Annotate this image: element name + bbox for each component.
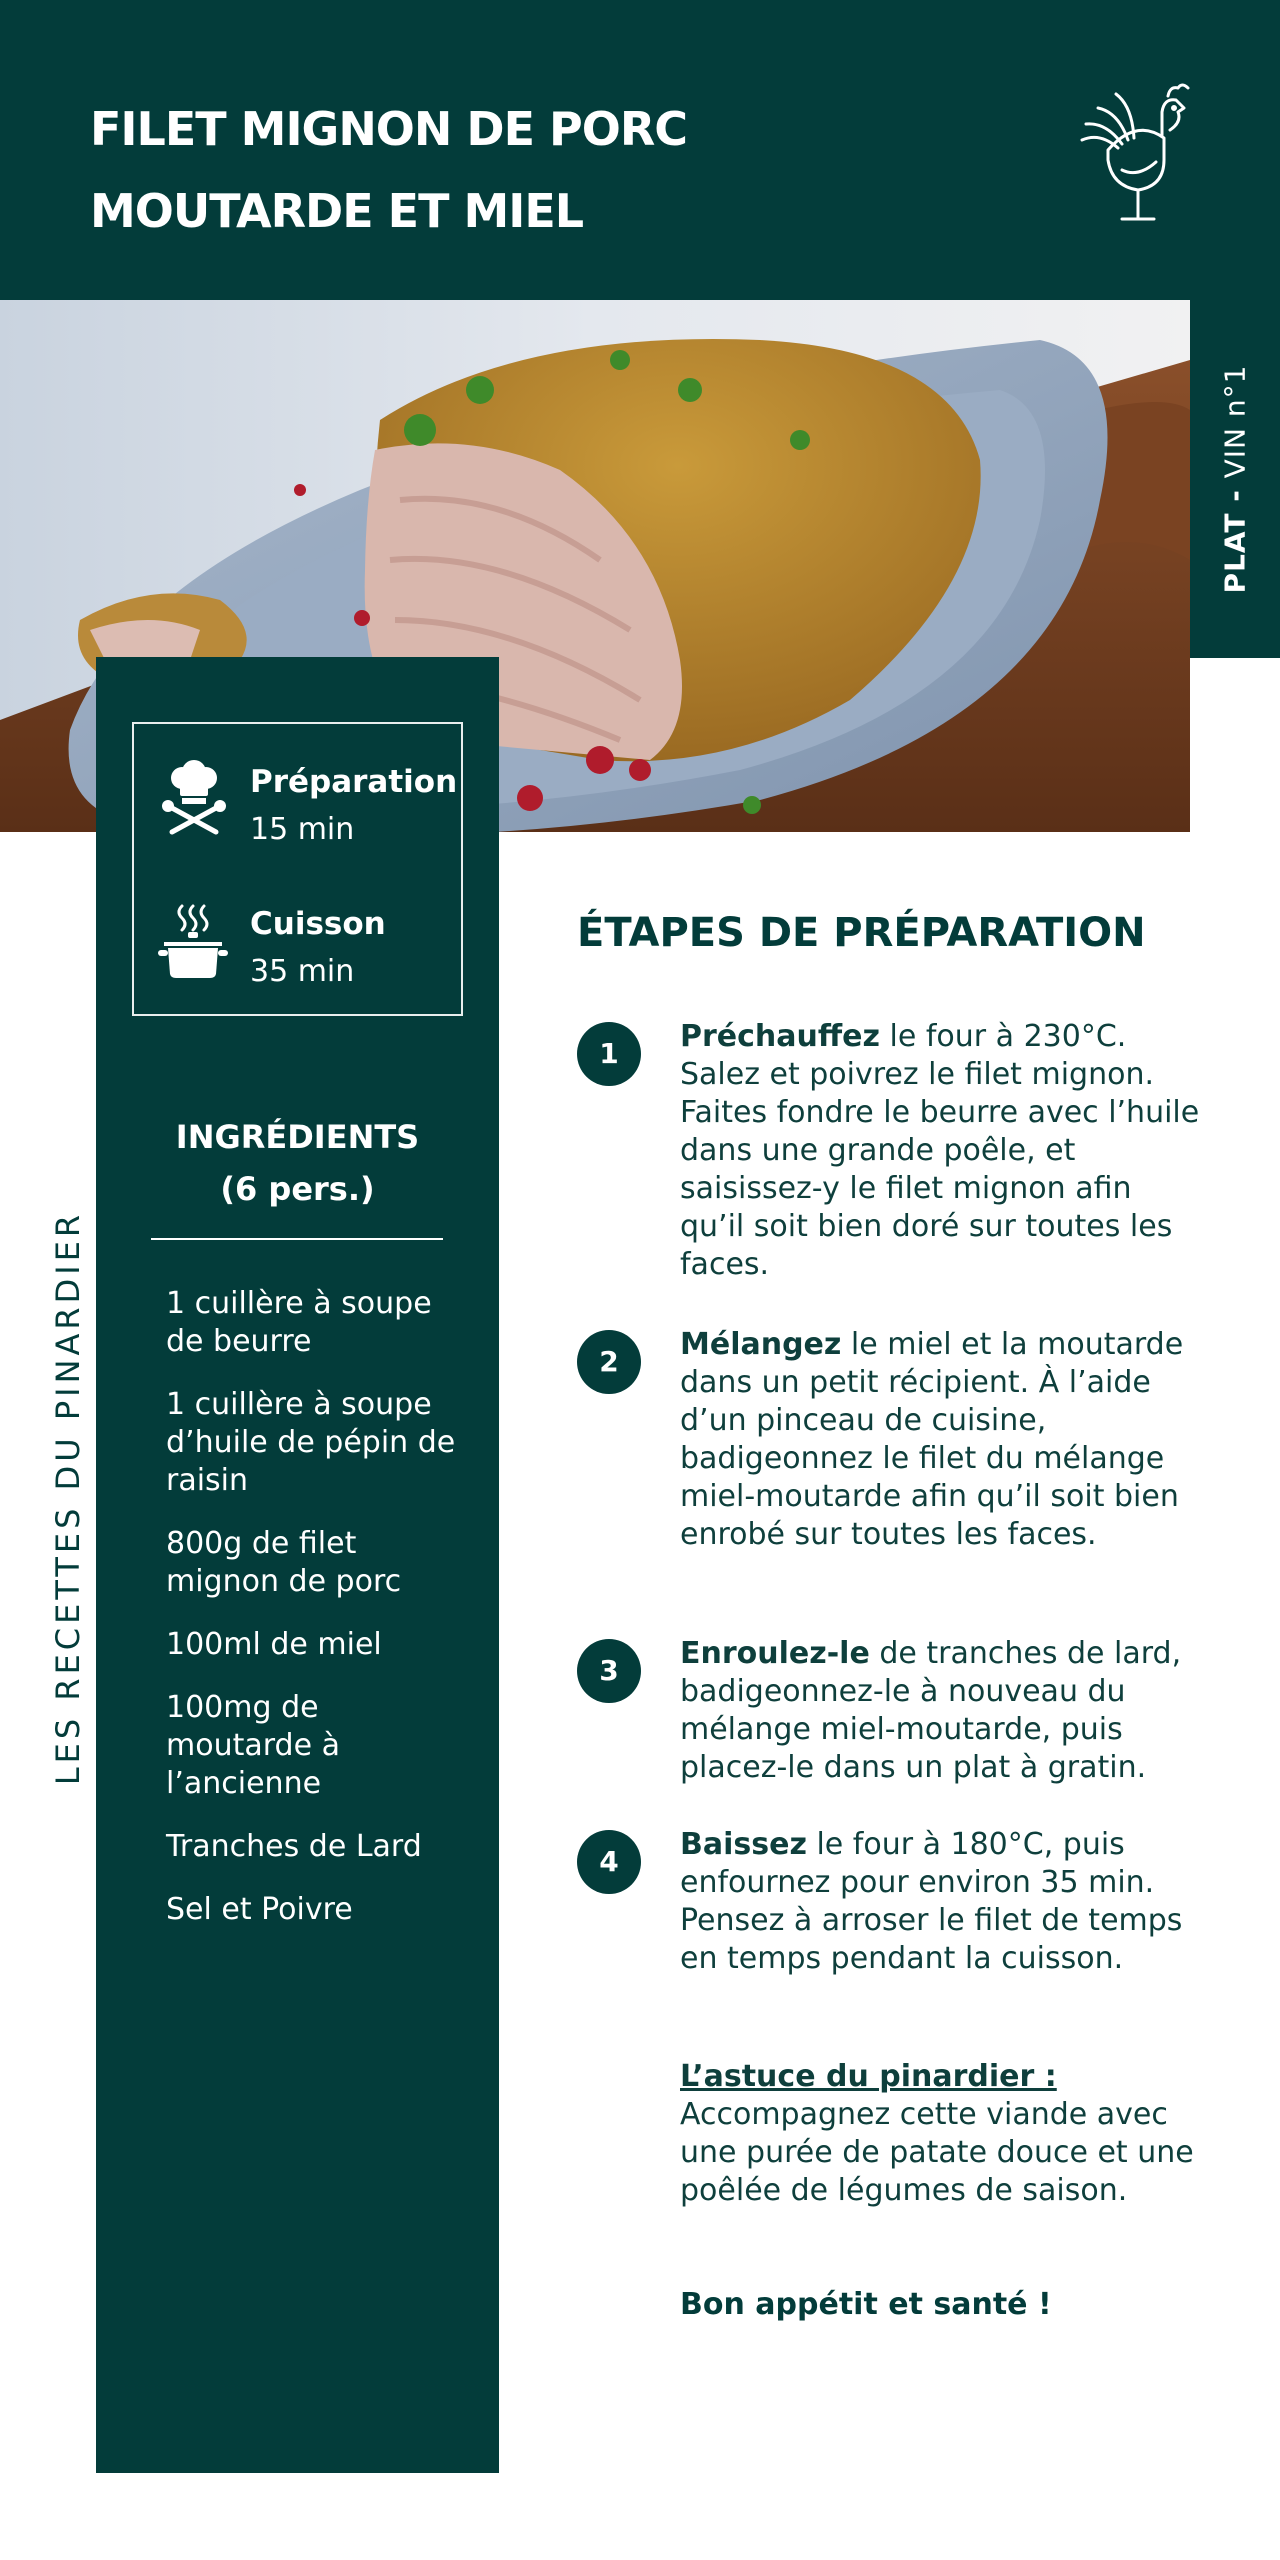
ingredients-title: INGRÉDIENTS xyxy=(175,1118,420,1156)
preparation-label: Préparation xyxy=(250,764,458,800)
tip-title: L’astuce du pinardier : xyxy=(680,2059,1057,2094)
ingredient-item: 1 cuillère à soupe de beurre xyxy=(166,1286,432,1359)
step-text xyxy=(680,1826,1200,1978)
ingredient-item: 100mg de moutarde à l’ancienne xyxy=(166,1690,340,1801)
cooking-pot-icon xyxy=(158,902,228,982)
cuisson-row xyxy=(158,902,458,989)
recipe-title-line1: FILET MIGNON DE PORC xyxy=(90,102,688,156)
step-body: le miel et la moutarde dans un petit récipient. À l’aide d’un pinceau de cuisine, badigeonnez le filet du mélange miel-moutarde afin qu’il soit bien enrobé sur toutes les faces. xyxy=(680,1327,1184,1552)
preparation-row xyxy=(158,760,458,847)
preparation-value: 15 min xyxy=(250,812,355,847)
step-text xyxy=(680,1326,1200,1554)
category-separator: - xyxy=(1218,478,1252,513)
step-lead: Baissez xyxy=(680,1827,807,1862)
step-number-badge: 2 xyxy=(577,1330,641,1394)
step-number-badge: 4 xyxy=(577,1830,641,1894)
sidebar-panel xyxy=(96,657,499,2473)
ingredient-item: 1 cuillère à soupe d’huile de pépin de raisin xyxy=(166,1387,456,1498)
ingredient-item: Tranches de Lard xyxy=(166,1829,422,1864)
category-tab-text xyxy=(1219,365,1252,594)
recipe-title-line2: MOUTARDE ET MIEL xyxy=(90,184,584,238)
ingredients-divider xyxy=(151,1238,443,1240)
step-lead: Préchauffez xyxy=(680,1019,880,1054)
step-body: le four à 180°C, puis enfournez pour environ 35 min. Pensez à arroser le filet de temps en temps pendant la cuisson. xyxy=(680,1827,1183,1976)
header-band xyxy=(0,0,1280,300)
wine-label: VIN n°1 xyxy=(1218,364,1252,479)
category-tab xyxy=(1190,300,1280,658)
cuisson-value: 35 min xyxy=(250,954,355,989)
step-text xyxy=(680,1635,1200,1787)
ingredient-item: Sel et Poivre xyxy=(166,1892,353,1927)
recipe-title xyxy=(90,88,687,252)
tip-text: Accompagnez cette viande avec une purée de patate douce et une poêlée de légumes de saison. xyxy=(680,2097,1194,2208)
step-body: de tranches de lard, badigeonnez-le à nouveau du mélange miel-moutarde, puis placez-le dans un plat à gratin. xyxy=(680,1636,1182,1785)
tip-block xyxy=(680,2058,1200,2210)
step-number-badge: 3 xyxy=(577,1639,641,1703)
chef-hat-utensils-icon xyxy=(158,760,228,840)
category-label: PLAT xyxy=(1218,512,1252,594)
closing-text: Bon appétit et santé ! xyxy=(680,2287,1052,2322)
ingredients-list xyxy=(166,1285,466,1954)
cuisson-label: Cuisson xyxy=(250,906,386,942)
ingredients-servings: (6 pers.) xyxy=(220,1170,375,1208)
step-number-badge: 1 xyxy=(577,1022,641,1086)
step-text xyxy=(680,1018,1200,1284)
step-lead: Enroulez-le xyxy=(680,1636,870,1671)
time-box xyxy=(132,722,463,1016)
step-body: le four à 230°C. Salez et poivrez le filet mignon. Faites fondre le beurre avec l’huile dans une grande poêle, et saisissez-y le filet mignon afin qu’il soit bien doré sur toutes les faces. xyxy=(680,1019,1200,1282)
step-lead: Mélangez xyxy=(680,1327,842,1362)
ingredients-heading xyxy=(96,1111,499,1215)
brand-vertical-text: LES RECETTES DU PINARDIER xyxy=(49,1210,87,1786)
steps-heading: ÉTAPES DE PRÉPARATION xyxy=(577,910,1146,956)
ingredient-item: 800g de filet mignon de porc xyxy=(166,1526,402,1599)
rooster-wine-glass-logo-icon xyxy=(1078,78,1194,224)
ingredient-item: 100ml de miel xyxy=(166,1627,382,1662)
